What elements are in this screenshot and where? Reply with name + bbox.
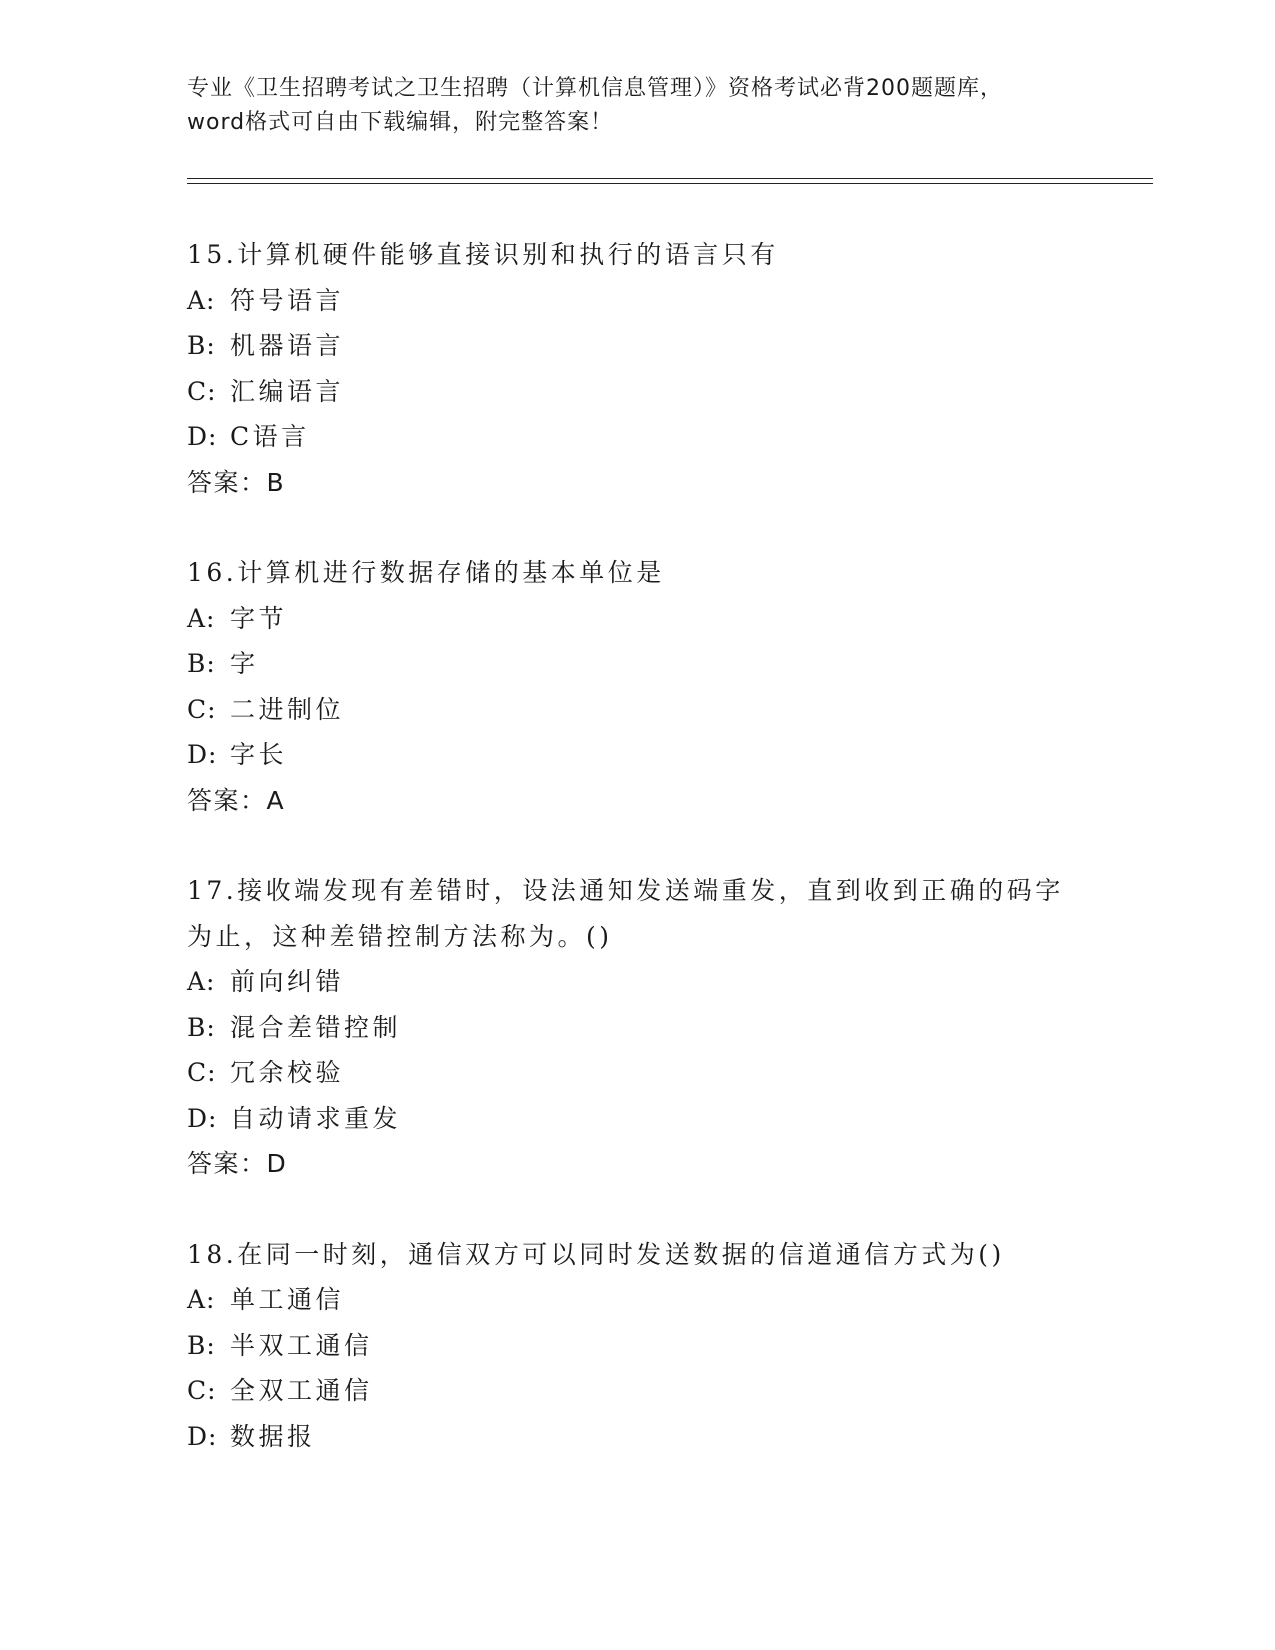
header-divider-top <box>187 178 1153 179</box>
option-text: C语言 <box>230 422 310 451</box>
option-letter: B: <box>187 649 216 678</box>
option-d <box>187 1414 1087 1460</box>
question-15 <box>187 232 1087 505</box>
option-c <box>187 1050 1087 1096</box>
option-letter: A: <box>187 967 216 996</box>
option-letter: C: <box>187 694 217 724</box>
option-letter: D: <box>187 740 218 769</box>
option-text: 半双工通信 <box>230 1330 373 1360</box>
option-a <box>187 1277 1087 1323</box>
option-text: 冗余校验 <box>230 1058 345 1087</box>
option-letter: B: <box>187 1012 216 1042</box>
option-b <box>187 1005 1087 1051</box>
answer-line: 答案：B <box>187 467 286 497</box>
option-letter: D: <box>187 1421 218 1451</box>
option-text: 前向纠错 <box>230 967 345 996</box>
question-list <box>187 232 1087 1459</box>
header-divider-bottom <box>187 183 1153 184</box>
header-line-1: 专业《卫生招聘考试之卫生招聘（计算机信息管理）》资格考试必背200题题库， <box>187 76 1003 101</box>
question-17 <box>187 868 1087 1187</box>
option-text: 数据报 <box>230 1421 316 1451</box>
option-b <box>187 1323 1087 1369</box>
option-letter: C: <box>187 376 217 406</box>
question-stem: 16.计算机进行数据存储的基本单位是 <box>187 558 665 587</box>
question-stem-continued: 为止，这种差错控制方法称为。() <box>187 921 613 951</box>
option-text: 符号语言 <box>230 285 345 315</box>
option-c <box>187 1368 1087 1414</box>
option-d <box>187 732 1087 778</box>
question-16 <box>187 550 1087 823</box>
question-stem: 15.计算机硬件能够直接识别和执行的语言只有 <box>187 240 779 269</box>
question-18 <box>187 1232 1087 1460</box>
option-a <box>187 278 1087 324</box>
answer-line: 答案：A <box>187 785 286 815</box>
document-header <box>187 72 1087 140</box>
option-text: 字 <box>230 649 259 678</box>
option-a <box>187 596 1087 642</box>
option-d <box>187 1096 1087 1142</box>
option-c <box>187 687 1087 733</box>
option-text: 字长 <box>230 740 288 769</box>
option-letter: A: <box>187 285 216 315</box>
option-letter: C: <box>187 1376 217 1405</box>
option-text: 混合差错控制 <box>230 1012 402 1042</box>
option-letter: A: <box>187 603 216 633</box>
option-c <box>187 369 1087 415</box>
option-text: 字节 <box>230 603 288 633</box>
option-text: 单工通信 <box>230 1285 345 1314</box>
option-d <box>187 414 1087 460</box>
option-text: 自动请求重发 <box>230 1103 402 1133</box>
option-text: 汇编语言 <box>230 376 345 406</box>
option-letter: B: <box>187 331 216 360</box>
option-letter: C: <box>187 1058 217 1087</box>
answer-line: 答案：D <box>187 1149 288 1178</box>
option-text: 全双工通信 <box>230 1376 373 1405</box>
option-b <box>187 641 1087 687</box>
option-b <box>187 323 1087 369</box>
option-letter: D: <box>187 422 218 451</box>
option-letter: A: <box>187 1285 216 1314</box>
question-stem: 18.在同一时刻，通信双方可以同时发送数据的信道通信方式为() <box>187 1239 1005 1269</box>
question-stem: 17.接收端发现有差错时，设法通知发送端重发，直到收到正确的码字 <box>187 876 1064 905</box>
option-a <box>187 959 1087 1005</box>
option-text: 机器语言 <box>230 331 345 360</box>
option-text: 二进制位 <box>230 694 345 724</box>
option-letter: B: <box>187 1330 216 1360</box>
option-letter: D: <box>187 1103 218 1133</box>
header-line-2: word格式可自由下载编辑，附完整答案！ <box>187 110 614 135</box>
